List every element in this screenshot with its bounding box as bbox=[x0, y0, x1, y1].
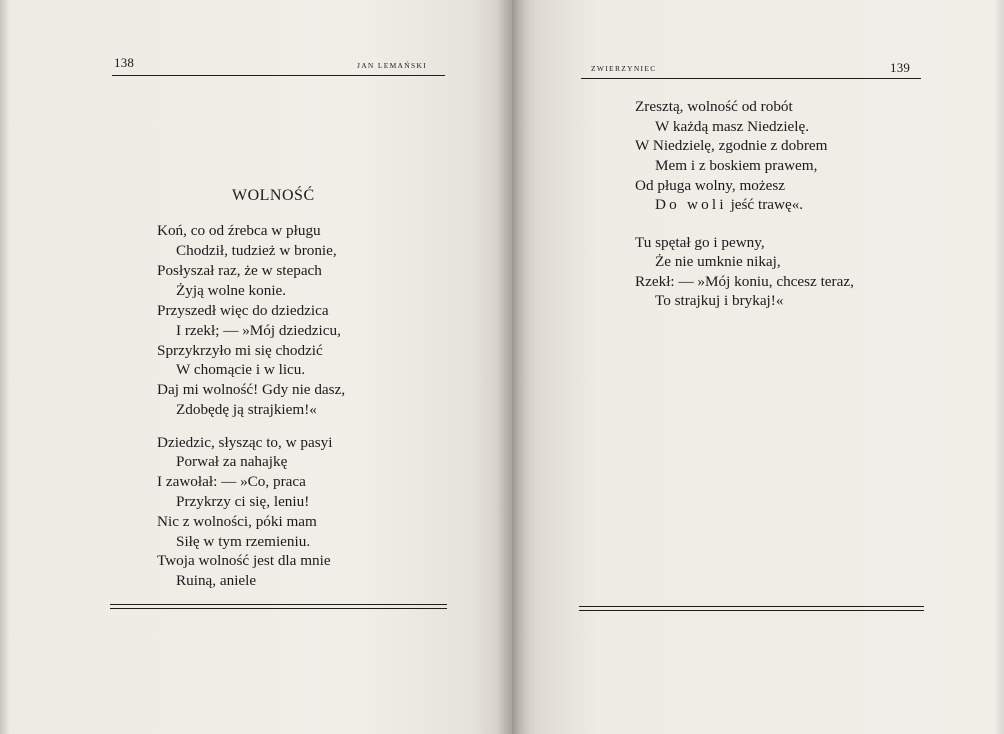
poem-line: I zawołał: — »Co, praca bbox=[157, 473, 306, 490]
footer-rule-right-top bbox=[579, 606, 924, 607]
poem-line: Daj mi wolność! Gdy nie dasz, bbox=[157, 381, 346, 398]
poem-line: Koń, co od źrebca w pługu bbox=[157, 222, 321, 239]
poem-line: Siłę w tym rzemieniu. bbox=[176, 533, 311, 550]
footer-rule-left-top bbox=[110, 604, 447, 605]
poem-line: W Niedzielę, zgodnie z dobrem bbox=[635, 137, 828, 154]
poem-line: Twoja wolność jest dla mnie bbox=[157, 552, 331, 569]
poem-title: WOLNOŚĆ bbox=[232, 187, 315, 204]
poem-line: Zdobędę ją strajkiem!« bbox=[176, 401, 317, 418]
right-page-edge-shadow bbox=[994, 0, 1004, 734]
poem-line: Ruiną, aniele bbox=[176, 572, 257, 589]
poem-line: Posłyszał raz, że w stepach bbox=[157, 262, 322, 279]
page-number-left: 138 bbox=[114, 55, 135, 70]
poem-line: W chomącie i w licu. bbox=[176, 361, 306, 378]
spaced-emphasis: Do woli bbox=[655, 196, 727, 213]
poem-line: Od pługa wolny, możesz bbox=[635, 177, 786, 194]
poem-line: To strajkuj i brykaj!« bbox=[655, 292, 784, 309]
poem-line: Że nie umknie nikaj, bbox=[655, 253, 781, 270]
header-rule-right bbox=[581, 78, 921, 79]
poem-line: Zresztą, wolność od robót bbox=[635, 98, 793, 115]
page-number-right: 139 bbox=[890, 60, 911, 75]
book-gutter-shadow bbox=[496, 0, 526, 734]
poem-line: W każdą masz Niedzielę. bbox=[655, 118, 810, 135]
poem-line-tail: jeść trawę«. bbox=[726, 196, 804, 213]
poem-line: Żyją wolne konie. bbox=[176, 282, 287, 299]
poem-line: Porwał za nahajkę bbox=[176, 453, 288, 470]
poem-line: Chodził, tudzież w bronie, bbox=[176, 242, 337, 259]
poem-line: Nic z wolności, póki mam bbox=[157, 513, 317, 530]
poem-line bbox=[655, 196, 803, 214]
poem-line: Sprzykrzyło mi się chodzić bbox=[157, 342, 323, 359]
poem-line: Mem i z boskiem prawem, bbox=[655, 157, 818, 174]
footer-rule-left-bottom bbox=[110, 608, 447, 609]
poem-line: Dziedzic, słysząc to, w pasyi bbox=[157, 434, 333, 451]
poem-line: Rzekł: — »Mój koniu, chcesz teraz, bbox=[635, 273, 854, 290]
poem-line: Tu spętał go i pewny, bbox=[635, 234, 765, 251]
running-head-right: ZWIERZYNIEC bbox=[591, 64, 657, 73]
footer-rule-right-bottom bbox=[579, 610, 924, 611]
header-rule-left bbox=[112, 75, 445, 76]
poem-line: Przykrzy ci się, leniu! bbox=[176, 493, 310, 510]
running-head-left: JAN LEMAŃSKI bbox=[357, 61, 427, 70]
right-page bbox=[512, 0, 1004, 734]
left-page-edge-shadow bbox=[0, 0, 10, 734]
poem-line: I rzekł; — »Mój dziedzicu, bbox=[176, 322, 341, 339]
poem-line: Przyszedł więc do dziedzica bbox=[157, 302, 329, 319]
